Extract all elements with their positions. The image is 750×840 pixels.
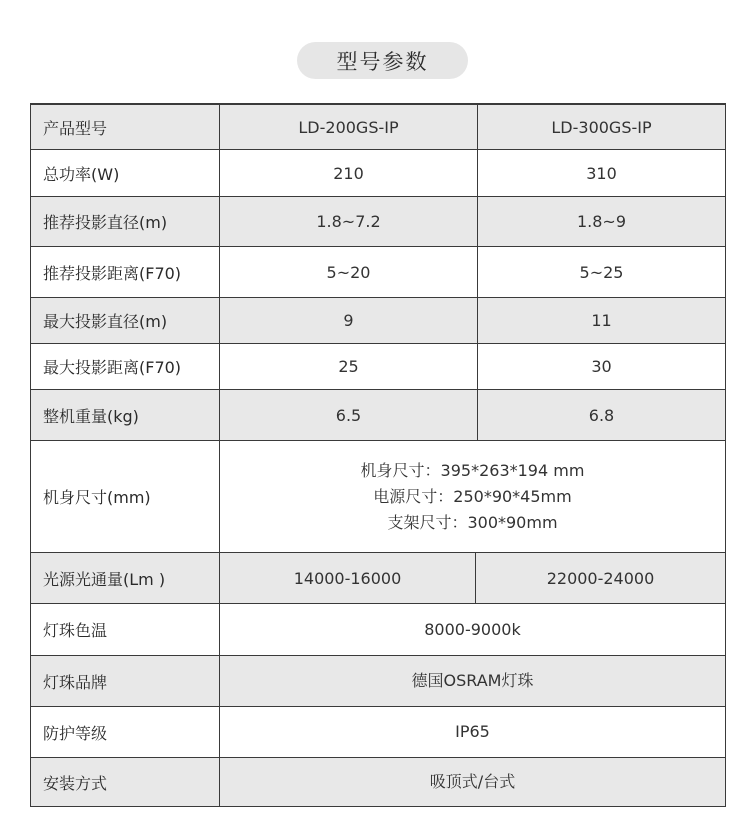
body-dimensions: 机身尺寸：395*263*194 mm bbox=[360, 460, 585, 480]
shared-value: 吸顶式/台式 bbox=[219, 758, 726, 806]
table-row bbox=[30, 758, 726, 807]
model-a-value: 9 bbox=[219, 298, 477, 343]
row-label: 总功率(W) bbox=[30, 150, 219, 196]
shared-value: IP65 bbox=[219, 707, 726, 757]
row-label: 推荐投影直径(m) bbox=[30, 197, 219, 246]
table-row bbox=[30, 390, 726, 441]
row-label: 灯珠色温 bbox=[30, 604, 219, 655]
table-row bbox=[30, 553, 726, 604]
row-label: 产品型号 bbox=[30, 105, 219, 149]
model-b-value: 1.8~9 bbox=[477, 197, 726, 246]
table-row bbox=[30, 197, 726, 247]
dimensions-value bbox=[219, 441, 726, 552]
model-a-value: 14000-16000 bbox=[219, 553, 475, 603]
table-row bbox=[30, 298, 726, 344]
power-dimensions: 电源尺寸：250*90*45mm bbox=[373, 486, 572, 506]
row-label: 灯珠品牌 bbox=[30, 656, 219, 706]
model-b-value: 310 bbox=[477, 150, 726, 196]
row-label: 最大投影直径(m) bbox=[30, 298, 219, 343]
model-b-value: 11 bbox=[477, 298, 726, 343]
row-label: 光源光通量(Lm ) bbox=[30, 553, 219, 603]
row-label: 推荐投影距离(F70) bbox=[30, 247, 219, 297]
bracket-dimensions: 支架尺寸：300*90mm bbox=[387, 512, 558, 532]
row-label: 最大投影距离(F70) bbox=[30, 344, 219, 389]
model-a-value: 210 bbox=[219, 150, 477, 196]
shared-value: 8000-9000k bbox=[219, 604, 726, 655]
row-label: 安装方式 bbox=[30, 758, 219, 806]
model-b-value: 6.8 bbox=[477, 390, 726, 440]
row-label: 机身尺寸(mm) bbox=[30, 441, 219, 552]
model-b-value: 30 bbox=[477, 344, 726, 389]
row-label: 整机重量(kg) bbox=[30, 390, 219, 440]
row-label: 防护等级 bbox=[30, 707, 219, 757]
model-b-value: 22000-24000 bbox=[475, 553, 726, 603]
table-row bbox=[30, 344, 726, 390]
shared-value: 德国OSRAM灯珠 bbox=[219, 656, 726, 706]
model-b-value: 5~25 bbox=[477, 247, 726, 297]
table-row bbox=[30, 150, 726, 197]
model-a-value: 1.8~7.2 bbox=[219, 197, 477, 246]
table-header-row bbox=[30, 103, 726, 150]
model-a-value: 5~20 bbox=[219, 247, 477, 297]
table-row bbox=[30, 707, 726, 758]
model-b-name: LD-300GS-IP bbox=[477, 105, 726, 149]
section-title: 型号参数 bbox=[297, 42, 468, 79]
spec-table bbox=[30, 103, 726, 807]
table-row bbox=[30, 247, 726, 298]
model-a-value: 6.5 bbox=[219, 390, 477, 440]
table-row bbox=[30, 604, 726, 656]
model-a-value: 25 bbox=[219, 344, 477, 389]
table-row bbox=[30, 656, 726, 707]
table-row-dimensions bbox=[30, 441, 726, 553]
model-a-name: LD-200GS-IP bbox=[219, 105, 477, 149]
